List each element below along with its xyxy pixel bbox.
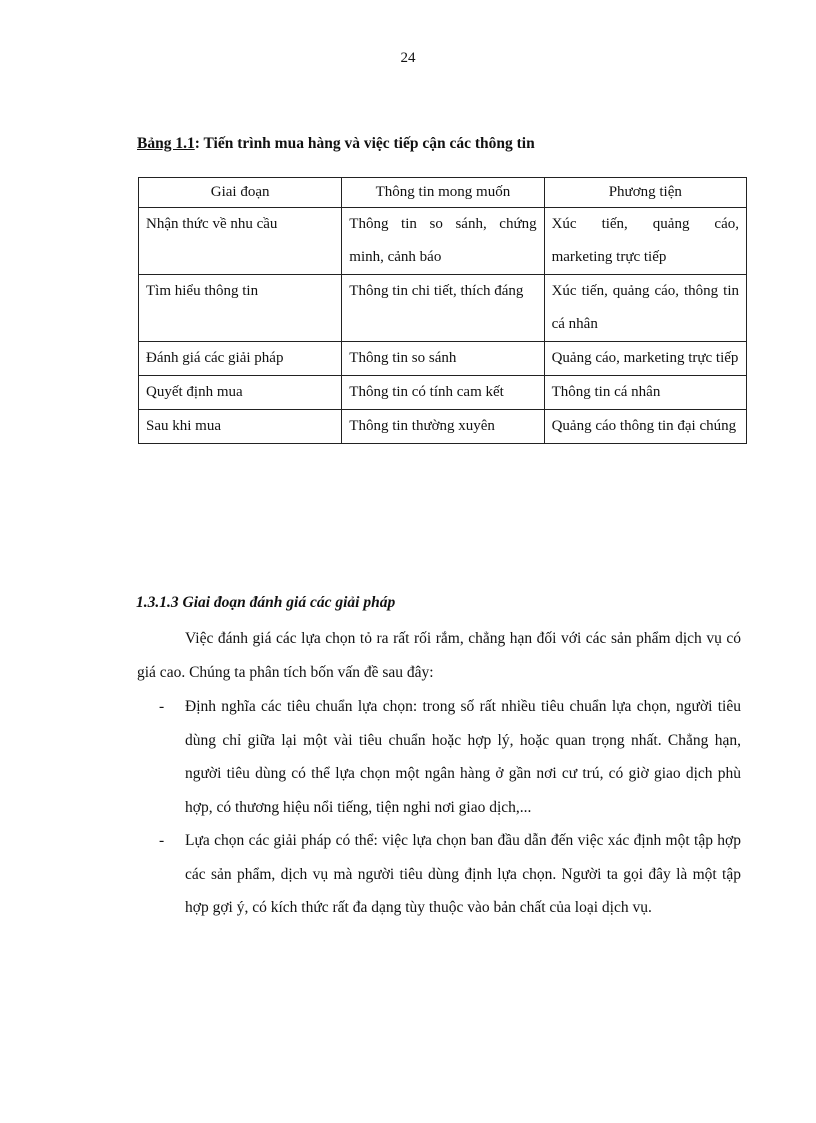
page-number: 24 xyxy=(400,50,416,66)
cell-desired-info: Thông tin có tính cam kết xyxy=(342,376,544,410)
list-dash: - xyxy=(159,832,165,849)
intro-paragraph-text: Việc đánh giá các lựa chọn tỏ ra rất rối rắm, chẳng hạn đối với các sản phẩm dịch vụ có giá cao. Chúng ta phân tích bốn vấn đề sau đây: xyxy=(137,630,741,681)
list-item xyxy=(137,824,741,925)
cell-desired-info: Thông tin thường xuyên xyxy=(342,410,544,444)
table-row xyxy=(139,410,747,444)
table-header-row xyxy=(139,178,747,208)
header-stage: Giai đoạn xyxy=(139,178,342,208)
section-heading: 1.3.1.3 Giai đoạn đánh giá các giải pháp xyxy=(136,594,396,611)
cell-channel: Quảng cáo, marketing trực tiếp xyxy=(544,342,746,376)
purchase-process-table xyxy=(138,177,747,444)
header-desired-info: Thông tin mong muốn xyxy=(342,178,544,208)
table-row xyxy=(139,342,747,376)
intro-paragraph xyxy=(137,622,741,689)
table-row xyxy=(139,208,747,275)
cell-channel: Quảng cáo thông tin đại chúng xyxy=(544,410,746,444)
header-channel: Phương tiện xyxy=(544,178,746,208)
table-caption-title: : Tiến trình mua hàng và việc tiếp cận các thông tin xyxy=(194,135,535,152)
cell-channel: Thông tin cá nhân xyxy=(544,376,746,410)
table-row xyxy=(139,376,747,410)
cell-stage: Tìm hiểu thông tin xyxy=(139,275,342,342)
cell-desired-info: Thông tin chi tiết, thích đáng xyxy=(342,275,544,342)
cell-channel: Xúc tiến, quảng cáo, thông tin cá nhân xyxy=(544,275,746,342)
table-caption xyxy=(137,135,535,153)
table-row xyxy=(139,275,747,342)
list-item xyxy=(137,690,741,824)
cell-desired-info: Thông tin so sánh xyxy=(342,342,544,376)
cell-desired-info: Thông tin so sánh, chứng minh, cảnh báo xyxy=(342,208,544,275)
cell-stage: Nhận thức về nhu cầu xyxy=(139,208,342,275)
list-dash: - xyxy=(159,698,165,715)
criteria-list xyxy=(137,690,741,925)
list-item-text: Định nghĩa các tiêu chuẩn lựa chọn: trong số rất nhiều tiêu chuẩn lựa chọn, người tiêu dùng chỉ giữa lại một vài tiêu chuẩn hoặc hợp lý, hoặc quan trọng nhất. Chẳng hạn, người tiêu dùng có thể lựa chọn một ngân hàng ở gần nơi cư trú, có giờ giao dịch phù hợp, có thương hiệu nổi tiếng, tiện nghi nơi giao dịch,... xyxy=(185,698,741,816)
list-item-text: Lựa chọn các giải pháp có thể: việc lựa chọn ban đầu dẫn đến việc xác định một tập hợp các sản phẩm, dịch vụ mà người tiêu dùng định lựa chọn. Người ta gọi đây là một tập hợp gợi ý, có kích thức rất đa dạng tùy thuộc vào bản chất của loại dịch vụ. xyxy=(185,832,741,916)
cell-stage: Quyết định mua xyxy=(139,376,342,410)
cell-stage: Đánh giá các giải pháp xyxy=(139,342,342,376)
cell-channel: Xúc tiến, quảng cáo, marketing trực tiếp xyxy=(544,208,746,275)
cell-stage: Sau khi mua xyxy=(139,410,342,444)
table-caption-label: Bảng 1.1 xyxy=(137,135,195,152)
